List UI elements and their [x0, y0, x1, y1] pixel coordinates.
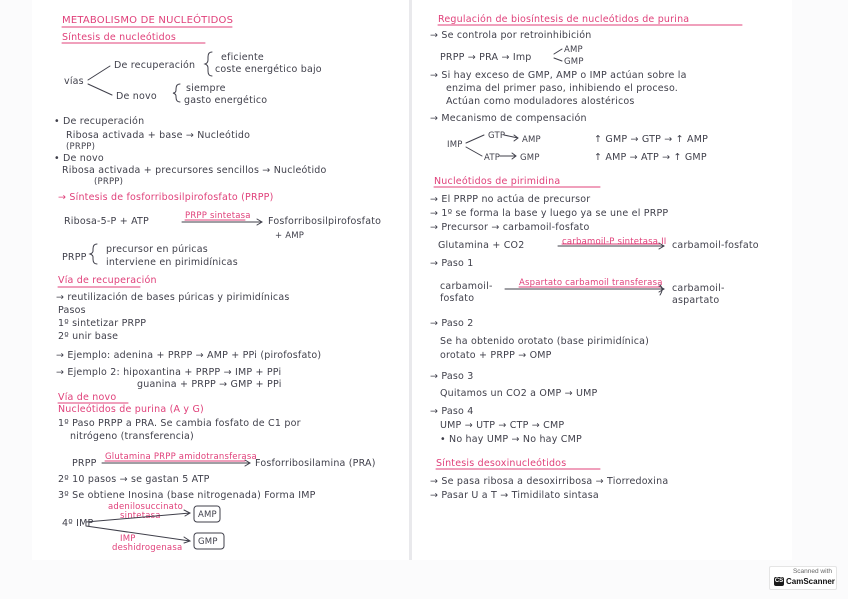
note-text: PRPP — [72, 458, 97, 469]
note-text: fosfato — [440, 293, 475, 304]
section-heading: Regulación de biosíntesis de nucleótidos de purina — [438, 14, 690, 25]
note-text: (PRPP) — [66, 142, 96, 152]
note-text: → Paso 3 — [430, 371, 474, 382]
watermark-caption: Scanned with — [792, 568, 832, 575]
note-text: → Paso 2 — [430, 318, 474, 329]
section-heading: Nucleótidos de pirimidina — [434, 176, 561, 187]
note-text: IMP — [447, 140, 463, 150]
enzyme-label: Glutamina PRPP amidotransferasa — [105, 452, 257, 462]
note-text: → Precursor → carbamoil-fosfato — [430, 222, 590, 233]
note-text: 3º Se obtiene Inosina (base nitrogenada) Forma IMP — [58, 490, 316, 501]
note-text: → Ejemplo: adenina + PRPP → AMP + PPi (pirofosfato) — [56, 350, 322, 361]
note-text: → Se controla por retroinhibición — [430, 30, 592, 41]
note-text: → Paso 1 — [430, 258, 474, 269]
note-text: → 1º se forma la base y luego ya se une el PRPP — [430, 208, 669, 219]
enzyme-label: deshidrogenasa — [112, 543, 183, 553]
note-text: Quitamos un CO2 a OMP → UMP — [440, 388, 598, 399]
note-text: → Se pasa ribosa a desoxirribosa → Tiorredoxina — [430, 476, 669, 487]
scanner-watermark — [769, 566, 837, 590]
section-heading: Vía de recuperación — [58, 275, 157, 286]
enzyme-label: carbamoil-P sintetasa II — [562, 237, 667, 247]
note-text: ATP — [484, 153, 501, 163]
note-text: interviene en pirimidínicas — [106, 257, 238, 268]
note-text: → Si hay exceso de GMP, AMP o IMP actúan sobre la — [430, 70, 687, 81]
note-text: Ribosa-5-P + ATP — [64, 216, 149, 227]
note-text: Fosforribosilpirofosfato — [268, 216, 382, 227]
note-text: GMP — [564, 57, 584, 67]
note-text: vías — [64, 76, 84, 87]
note-text: carbamoil- — [672, 283, 725, 294]
note-text: carbamoil-fosfato — [672, 240, 759, 251]
note-text: • No hay UMP → No hay CMP — [440, 434, 582, 445]
note-text: → Paso 4 — [430, 406, 474, 417]
section-heading: Síntesis de nucleótidos — [62, 32, 177, 43]
note-text: Actúan como moduladores alostéricos — [446, 96, 635, 107]
note-text: AMP — [564, 45, 583, 55]
enzyme-label: PRPP sintetasa — [185, 211, 251, 221]
note-text: carbamoil- — [440, 281, 493, 292]
note-text: AMP — [522, 135, 541, 145]
note-text: GTP — [488, 131, 506, 141]
note-text: aspartato — [672, 295, 720, 306]
note-text: Glutamina + CO2 — [438, 240, 525, 251]
note-text: Fosforribosilamina (PRA) — [255, 458, 376, 469]
note-text: ↑ AMP → ATP → ↑ GMP — [594, 152, 707, 163]
note-text: coste energético bajo — [215, 64, 322, 75]
note-text: → reutilización de bases púricas y pirimidínicas — [56, 292, 290, 303]
note-text: Ribosa activada + base → Nucleótido — [66, 130, 251, 141]
bullet-heading: • De novo — [54, 153, 104, 164]
enzyme-label: sintetasa — [120, 511, 161, 521]
note-text: → Pasar U a T → Timidilato sintasa — [430, 490, 599, 501]
note-text: 2º 10 pasos → se gastan 5 ATP — [58, 474, 210, 485]
note-text: → El PRPP no actúa de precursor — [430, 194, 591, 205]
camscanner-logo-icon: CS — [774, 578, 784, 584]
note-text: guanina + PRPP → GMP + PPi — [137, 379, 282, 390]
note-text: siempre — [186, 83, 226, 94]
note-text: nitrógeno (transferencia) — [70, 431, 194, 442]
enzyme-label: IMP — [120, 534, 136, 544]
note-text: ↑ GMP → GTP → ↑ AMP — [594, 134, 709, 145]
section-heading: Síntesis desoxinucleótidos — [436, 458, 567, 469]
section-heading: → Síntesis de fosforribosilpirofosfato (PRPP) — [58, 192, 274, 203]
section-heading: Vía de novo — [58, 392, 117, 403]
bullet-heading: • De recuperación — [54, 116, 145, 127]
enzyme-label: Aspartato carbamoil transferasa — [519, 278, 663, 288]
note-text: Se ha obtenido orotato (base pirimidínica) — [440, 336, 650, 347]
note-text: orotato + PRPP → OMP — [440, 350, 552, 361]
section-heading: Nucleótidos de purina (A y G) — [58, 404, 204, 415]
note-text: PRPP → PRA → Imp — [440, 52, 532, 63]
note-text: → Ejemplo 2: hipoxantina + PRPP → IMP + PPi — [56, 367, 282, 378]
note-text: → Mecanismo de compensación — [430, 113, 587, 124]
page-title: METABOLISMO DE NUCLEÓTIDOS — [62, 15, 234, 26]
note-text: eficiente — [221, 52, 264, 63]
enzyme-label: adenilosuccinato — [108, 502, 183, 512]
note-text: PRPP — [62, 252, 87, 263]
note-text: (PRPP) — [94, 177, 124, 187]
note-text: Pasos — [58, 305, 86, 316]
boxed-term: AMP — [198, 510, 217, 520]
note-text: 1º sintetizar PRPP — [58, 318, 147, 329]
boxed-term: GMP — [198, 537, 218, 547]
note-text: 1º Paso PRPP a PRA. Se cambia fosfato de C1 por — [58, 418, 301, 429]
note-text: enzima del primer paso, inhibiendo el proceso. — [446, 83, 679, 94]
note-text: GMP — [520, 153, 540, 163]
note-text: UMP → UTP → CTP → CMP — [440, 420, 565, 431]
note-text: precursor en púricas — [106, 244, 208, 255]
page-fold — [409, 0, 412, 560]
note-text: De novo — [116, 91, 157, 102]
note-text: Ribosa activada + precursores sencillos → Nucleótido — [62, 165, 327, 176]
note-text: De recuperación — [114, 60, 196, 71]
note-text: + AMP — [275, 231, 305, 241]
watermark-brand: CamScanner — [786, 577, 835, 586]
note-text: 4º IMP — [62, 518, 94, 529]
note-text: 2º unir base — [58, 331, 119, 342]
note-text: gasto energético — [184, 95, 268, 106]
